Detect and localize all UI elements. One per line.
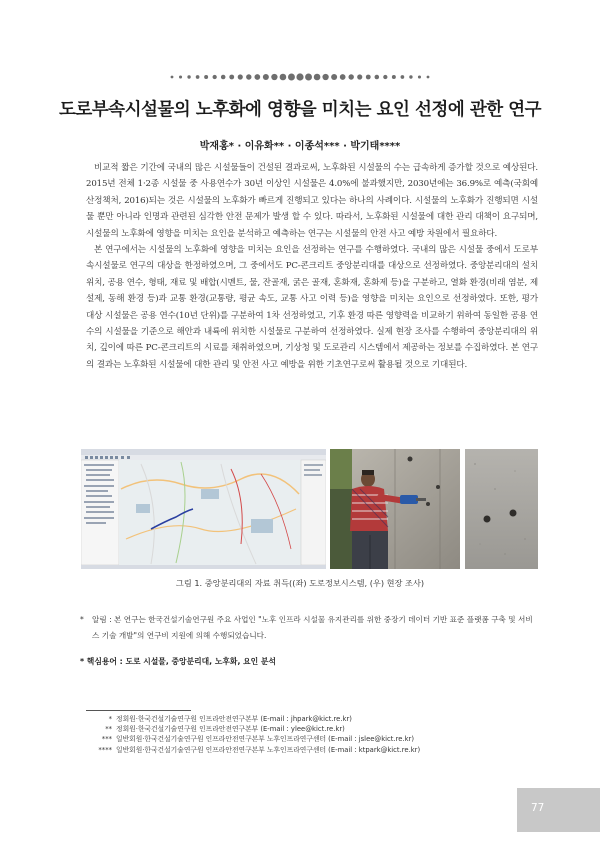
page-number: 77	[531, 802, 545, 814]
decorative-dot	[409, 75, 412, 78]
decorative-dot	[288, 74, 295, 81]
article-title: 도로부속시설물의 노후화에 영향을 미치는 요인 선정에 관한 연구	[58, 100, 542, 120]
footnote-divider	[86, 710, 191, 711]
note-marker: *	[80, 615, 84, 624]
decorative-dot	[296, 73, 303, 80]
decorative-dot-row	[168, 72, 432, 82]
note-text: 알림 : 본 연구는 한국건설기술연구원 주요 사업인 "노후 인프라 시설물 유지관리를 위한 중장기 데이터 기반 표준 플랫폼 구축 및 서비스 기술 개발"의 연구비 지원에 의해 수행되었습니다.	[92, 615, 533, 640]
decorative-dot	[322, 74, 328, 80]
decorative-dot	[196, 75, 200, 79]
decorative-dot	[418, 75, 421, 78]
decorative-dot	[348, 74, 353, 79]
decorative-dot	[229, 75, 234, 80]
footnote-4: **** 일반회원·한국건설기술연구원 인프라안전연구본부 노후인프라연구센터 (E-mail : ktpark@kict.re.kr)	[98, 745, 421, 754]
decorative-dot	[213, 75, 217, 79]
decorative-dot	[401, 75, 405, 79]
gis-map-screenshot	[81, 449, 326, 569]
footnote-3: *** 일반회원·한국건설기술연구원 인프라안전연구본부 노후인프라연구센터 (E-mail : jslee@kict.re.kr)	[101, 735, 414, 744]
funding-note	[80, 612, 538, 644]
footnote-2: ** 정회원·한국건설기술연구원 인프라안전연구본부 (E-mail : ylee@kict.re.kr)	[105, 725, 345, 734]
keywords: * 핵심용어 : 도로 시설물, 중앙분리대, 노후화, 요인 분석	[80, 657, 276, 666]
decorative-dot	[263, 74, 269, 80]
footnote-1: * 정회원·한국건설기술연구원 인프라안전연구본부 (E-mail : jhpark@kict.re.kr)	[108, 715, 352, 723]
decorative-dot	[375, 75, 380, 80]
decorative-dot	[314, 74, 321, 81]
decorative-dot	[179, 75, 182, 78]
decorative-dot	[204, 75, 208, 79]
decorative-dot	[187, 75, 190, 78]
abstract-body	[86, 160, 538, 373]
decorative-dot	[171, 76, 174, 79]
figure-panels	[81, 449, 538, 569]
author-list: 박재홍* · 이유화** · 이종석*** · 박기태****	[199, 141, 401, 152]
decorative-dot	[331, 74, 337, 80]
field-drilling-photo	[330, 449, 460, 569]
abstract-paragraph-2: 본 연구에서는 시설물의 노후화에 영향을 미치는 요인을 선정하는 연구를 수행하였다. 국내의 많은 시설물 중에서 도로부속시설물로 연구의 대상을 한정하였으며, 그 중에서도 PC-콘크리트 중앙분리대를 대상으로 선정하였다. 중앙분리대의 설치 위치, 공용 연수, 형태, 재료 및 배합(시멘트, 물, 잔골재, 굵은 골재, 혼화재, 혼화제 등)을 구분하고, 열화 환경(비래 염분, 제설제, 동해 환경 등)과 교통 환경(교통량, 평균 속도, 교통 사고 이력 등)을 영향을 미치는 요인으로 선정하였다. 또한, 평가 대상 시설물은 공용 연수(10년 단위)를 구분하여 1차 선정하였고, 기후 환경 따른 영향력을 비교하기 위하여 동일한 공용 연수의 시설물을 기준으로 해안과 내륙에 위치한 시설물로 구분하여 선정하였다. 실제 현장 조사를 수행하여 중앙분리대의 위치, 깊이에 따른 PC-콘크리트의 시료를 채취하였으며, 기상청 및 도로관리 시스템에서 제공하는 정보를 수집하였다. 본 연구의 결과는 노후화된 시설물에 대한 관리 및 안전 사고 예방을 위한 기초연구로써 활용될 것으로 기대된다.	[86, 245, 538, 370]
decorative-dot	[392, 75, 396, 79]
decorative-dot	[305, 74, 312, 81]
decorative-dot	[357, 74, 362, 79]
decorative-dot	[366, 75, 371, 80]
concrete-core-holes-photo	[465, 449, 538, 569]
page-number-box	[517, 788, 600, 832]
decorative-dot	[246, 74, 251, 79]
decorative-dot	[340, 74, 346, 80]
decorative-dot	[254, 74, 260, 80]
decorative-dot	[427, 76, 430, 79]
decorative-dot	[238, 74, 243, 79]
decorative-dot	[383, 75, 387, 79]
decorative-dot	[271, 74, 277, 80]
abstract-paragraph-1: 비교적 짧은 기간에 국내의 많은 시설물들이 건설된 결과로써, 노후화된 시설물의 수는 급속하게 증가할 것으로 예상된다. 2015년 전체 1·2종 시설물 중 사용연수가 30년 이상인 시설물은 4.0%에 불과했지만, 2030년에는 36.9%로 예측(국회예산정책처, 2016)되는 것은 시설물의 노후화가 빠르게 진행되고 있다는 하나의 사례이다. 시설물의 노후화가 진행되면 시설물 뿐만 아니라 인명과 관련된 심각한 안전 문제가 발생 할 수 있다. 따라서, 노후화된 시설물에 대한 관리 대책이 요구되며, 시설물의 노후화에 영향을 미치는 요인을 분석하고 예측하는 연구는 시설물의 안전 사고 예방 차원에서 필요하다.	[86, 163, 538, 239]
decorative-dot	[221, 75, 226, 80]
figure-caption: 그림 1. 중앙분리대의 자료 취득((좌) 도로정보시스템, (우) 현장 조사)	[175, 578, 425, 588]
footnote-list	[86, 714, 526, 755]
decorative-dot	[280, 74, 287, 81]
